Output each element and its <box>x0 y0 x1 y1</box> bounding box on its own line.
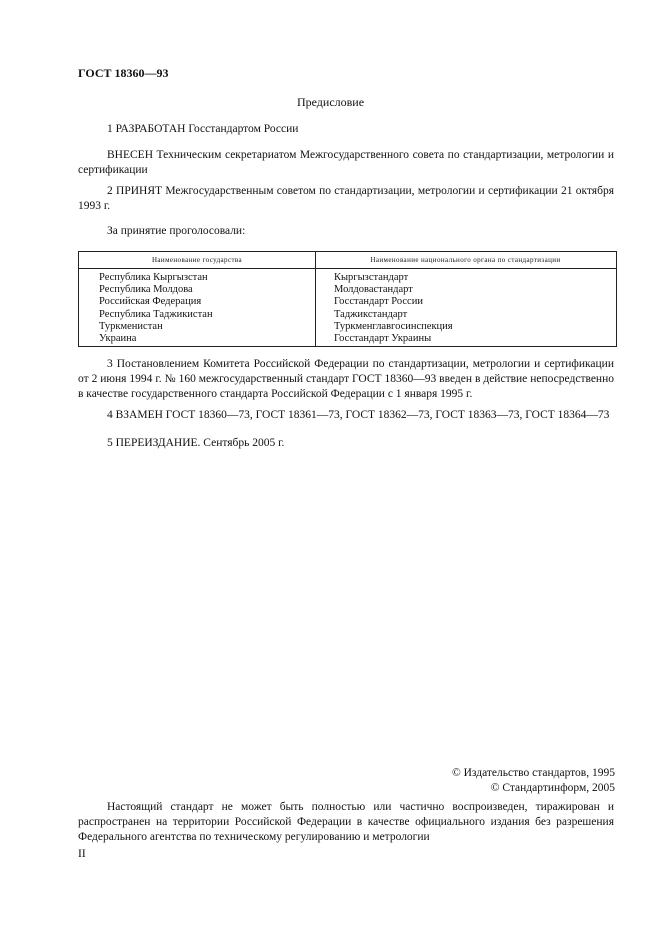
table-header-state: Наименование государства <box>79 252 315 269</box>
copyright-block <box>452 766 615 796</box>
paragraph-replaces: 4 ВЗАМЕН ГОСТ 18360—73, ГОСТ 18361—73, ГОСТ 18362—73, ГОСТ 18363—73, ГОСТ 18364—73 <box>107 409 610 421</box>
voting-table <box>78 251 617 347</box>
preface-title: Предисловие <box>296 95 365 109</box>
table-cell: Молдовастандарт <box>334 284 413 296</box>
paragraph-adopted: 2 ПРИНЯТ Межгосударственным советом по стандартизации, метрологии и сертификации 21 октября 1993 г. <box>78 185 614 212</box>
table-cell: Республика Кыргызстан <box>99 272 208 283</box>
table-cell: Туркменистан <box>99 320 163 332</box>
table-cell: Украина <box>99 333 137 345</box>
table-cell: Республика Таджикистан <box>99 308 213 320</box>
table-cell: Госстандарт России <box>334 296 423 308</box>
table-cell: Российская Федерация <box>99 296 202 308</box>
paragraph-reissue: 5 ПЕРЕИЗДАНИЕ. Сентябрь 2005 г. <box>107 437 285 449</box>
paragraph-resolution: 3 Постановлением Комитета Российской Федерации по стандартизации, метрологии и сертификации от 2 июня 1994 г. № 160 межгосударственный стандарт ГОСТ 18360—93 введен в действие непосредственно в качестве государственного стандарта Российской Федерации с 1 января 1995 г. <box>78 358 614 400</box>
copyright-line: © Стандартинформ, 2005 <box>490 782 615 794</box>
copyright-notice: Настоящий стандарт не может быть полностью или частично воспроизведен, тиражирован и распространен на территории Российской Федерации в качестве официального издания без разрешения Федерального агентства по техническому регулированию и метрологии <box>78 801 614 843</box>
paragraph-voted: За принятие проголосовали: <box>107 225 246 237</box>
copyright-line: © Издательство стандартов, 1995 <box>451 767 615 779</box>
table-cell: Туркменглавгосинспекция <box>334 320 453 332</box>
table-cell: Таджикстандарт <box>334 308 408 320</box>
page-number: II <box>78 848 86 860</box>
table-cell: Кыргызстандарт <box>334 272 409 283</box>
document-header: ГОСТ 18360—93 <box>78 66 169 80</box>
table-divider <box>315 252 316 346</box>
table-cell: Госстандарт Украины <box>334 333 432 345</box>
table-cell: Республика Молдова <box>99 284 193 296</box>
table-header-national-body: Наименование национального органа по стандартизации <box>315 252 616 269</box>
paragraph-developed: 1 РАЗРАБОТАН Госстандартом России <box>107 123 299 135</box>
paragraph-introduced: ВНЕСЕН Техническим секретариатом Межгосударственного совета по стандартизации, метрологии и сертификации <box>78 149 614 176</box>
table-column-bodies <box>334 272 453 345</box>
table-column-states <box>99 272 213 345</box>
